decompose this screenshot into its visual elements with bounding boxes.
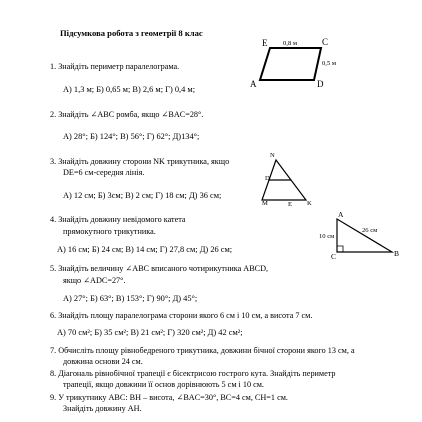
- question-8-line-2: трапеції, якщо довжини її основ дорівнюють 5 см і 10 см.: [63, 380, 264, 389]
- question-4-line-1: 4. Знайдіть довжину невідомого катета: [50, 215, 186, 224]
- question-1-answers: А) 1,3 м; Б) 0,65 м; В) 2,6 м; Г) 0,4 м;: [63, 85, 196, 94]
- tri2-leg-length: 10 см: [319, 233, 335, 240]
- tri1-label-m: M: [262, 200, 268, 207]
- question-2: 2. Знайдіть ∠ABC ромба, якщо ∠BAC=28°.: [50, 110, 204, 119]
- para-side-length: 0,5 м: [322, 60, 337, 67]
- para-label-e: E: [262, 38, 268, 48]
- question-3-line-2: DE=6 см-середня лінія.: [63, 168, 145, 177]
- question-3-answers: А) 12 см; Б) 3см; В) 2 см; Г) 18 см; Д) 36 см;: [63, 191, 222, 200]
- question-7-line-2: довжина основи 24 см.: [63, 357, 143, 366]
- tri1-label-n: N: [270, 152, 275, 159]
- tri1-label-k: K: [307, 200, 312, 207]
- question-3-line-1: 3. Знайдіть довжину сторони NK трикутника, якщо: [50, 157, 230, 166]
- question-9-line-2: Знайдіть довжину AH.: [63, 404, 142, 413]
- para-top-length: 0,8 м: [283, 40, 298, 47]
- question-4-line-2: прямокутного трикутника.: [63, 227, 156, 236]
- question-7-line-1: 7. Обчисліть площу рівнобедреного трикутника, довжини бічної сторони якого 13 см, а: [50, 346, 355, 355]
- tri2-hypotenuse-length: 26 см: [362, 227, 378, 234]
- tri2-label-b: B: [394, 249, 400, 258]
- question-2-answers: А) 28°; Б) 124°; В) 56°; Г) 62°; Д)134°;: [63, 132, 200, 141]
- tri1-label-e: E: [288, 201, 293, 208]
- tri1-label-d: D: [265, 175, 270, 182]
- question-8-line-1: 8. Діагональ рівнобічної трапеції є бісектрисою гострого кута. Знайдіть периметр: [50, 369, 336, 378]
- para-label-a: A: [250, 79, 257, 89]
- tri2-label-c: C: [331, 252, 337, 261]
- para-label-c: C: [322, 37, 329, 47]
- question-1: 1. Знайдіть периметр паралелограма.: [50, 62, 180, 71]
- page-title: Підсумкова робота з геометрії 8 клас: [60, 28, 203, 38]
- question-5-line-1: 5. Знайдіть величину ∠ABC вписаного чотирикутника ABCD,: [50, 264, 269, 273]
- question-9-line-1: 9. У трикутнику ABC: BH – висота, ∠BAC=30°, BC=4 см, CH=1 см.: [50, 393, 288, 402]
- question-5-line-2: якщо ∠ADC=27°.: [63, 276, 126, 285]
- para-label-d: D: [317, 79, 324, 89]
- question-6-answers: А) 70 см²; Б) 35 см²; В) 21 см²; Г) 320 см²; Д) 42 см²;: [57, 328, 243, 337]
- tri2-label-a: A: [338, 210, 344, 219]
- question-5-answers: А) 27°; Б) 63°; В) 153°; Г) 90°; Д) 45°;: [63, 294, 198, 303]
- question-6: 6. Знайдіть площу паралелограма сторони якого 6 см і 10 см, а висота 7 см.: [50, 311, 313, 320]
- question-4-answers: А) 16 см; Б) 24 см; В) 14 см; Г) 27,8 см; Д) 26 см;: [57, 245, 233, 254]
